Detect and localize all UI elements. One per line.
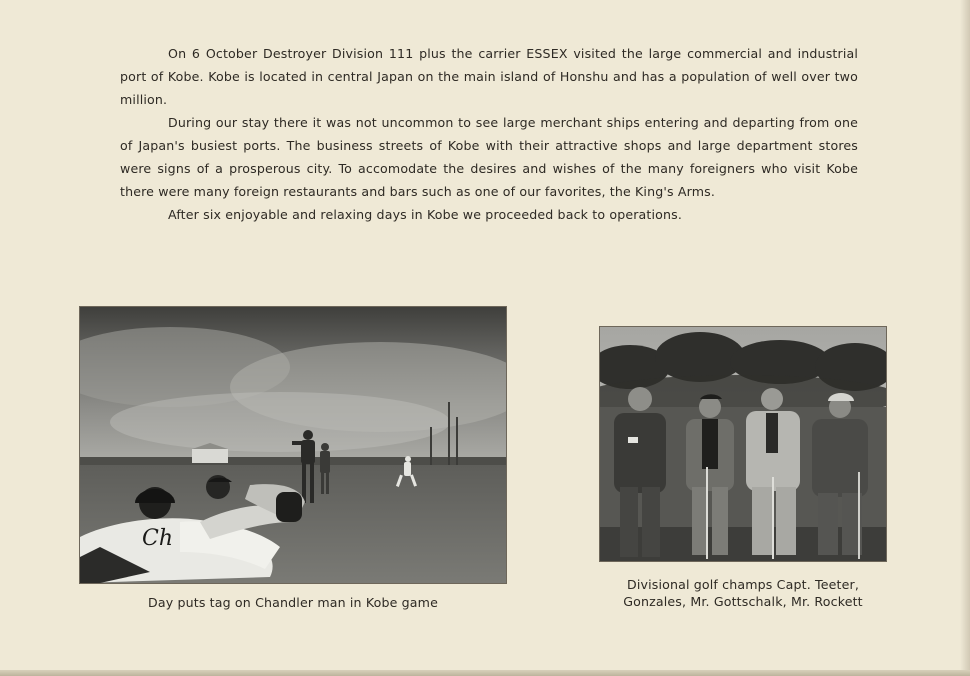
baseball-caption-text: Day puts tag on Chandler man in Kobe game [147, 595, 438, 610]
golf-caption-line-2: Gonzales, Mr. Gottschalk, Mr. Rockett [623, 594, 863, 609]
page-edge-bottom [0, 670, 970, 676]
baseball-photo [80, 307, 506, 583]
baseball-photo-image [80, 307, 506, 583]
golf-caption-line-1: Divisional golf champs Capt. Teeter, [627, 577, 859, 592]
golf-photo-image [600, 327, 886, 561]
page-edge-right [960, 0, 970, 676]
golf-photo [600, 327, 886, 561]
paragraph-3: After six enjoyable and relaxing days in Kobe we proceeded back to operations. [168, 207, 683, 222]
baseball-photo-caption [80, 594, 506, 611]
svg-text:Ch: Ch [142, 526, 174, 551]
paragraph-1: On 6 October Destroyer Division 111 plus the carrier ESSEX visited the large commercial and industrial port of Kobe. Kobe is located in central Japan on the main island of Honshu and has a population of well over two million. [120, 46, 858, 107]
article-text [120, 42, 858, 226]
golf-photo-caption [590, 576, 896, 610]
paragraph-2: During our stay there it was not uncommon to see large merchant ships entering and departing from one of Japan's busiest ports. The business streets of Kobe with their attractive shops and large department stores were signs of a prosperous city. To accomodate the desires and wishes of the many foreigners who visit Kobe there were many foreign restaurants and bars such as one of our favorites, the King's Arms. [120, 115, 858, 199]
